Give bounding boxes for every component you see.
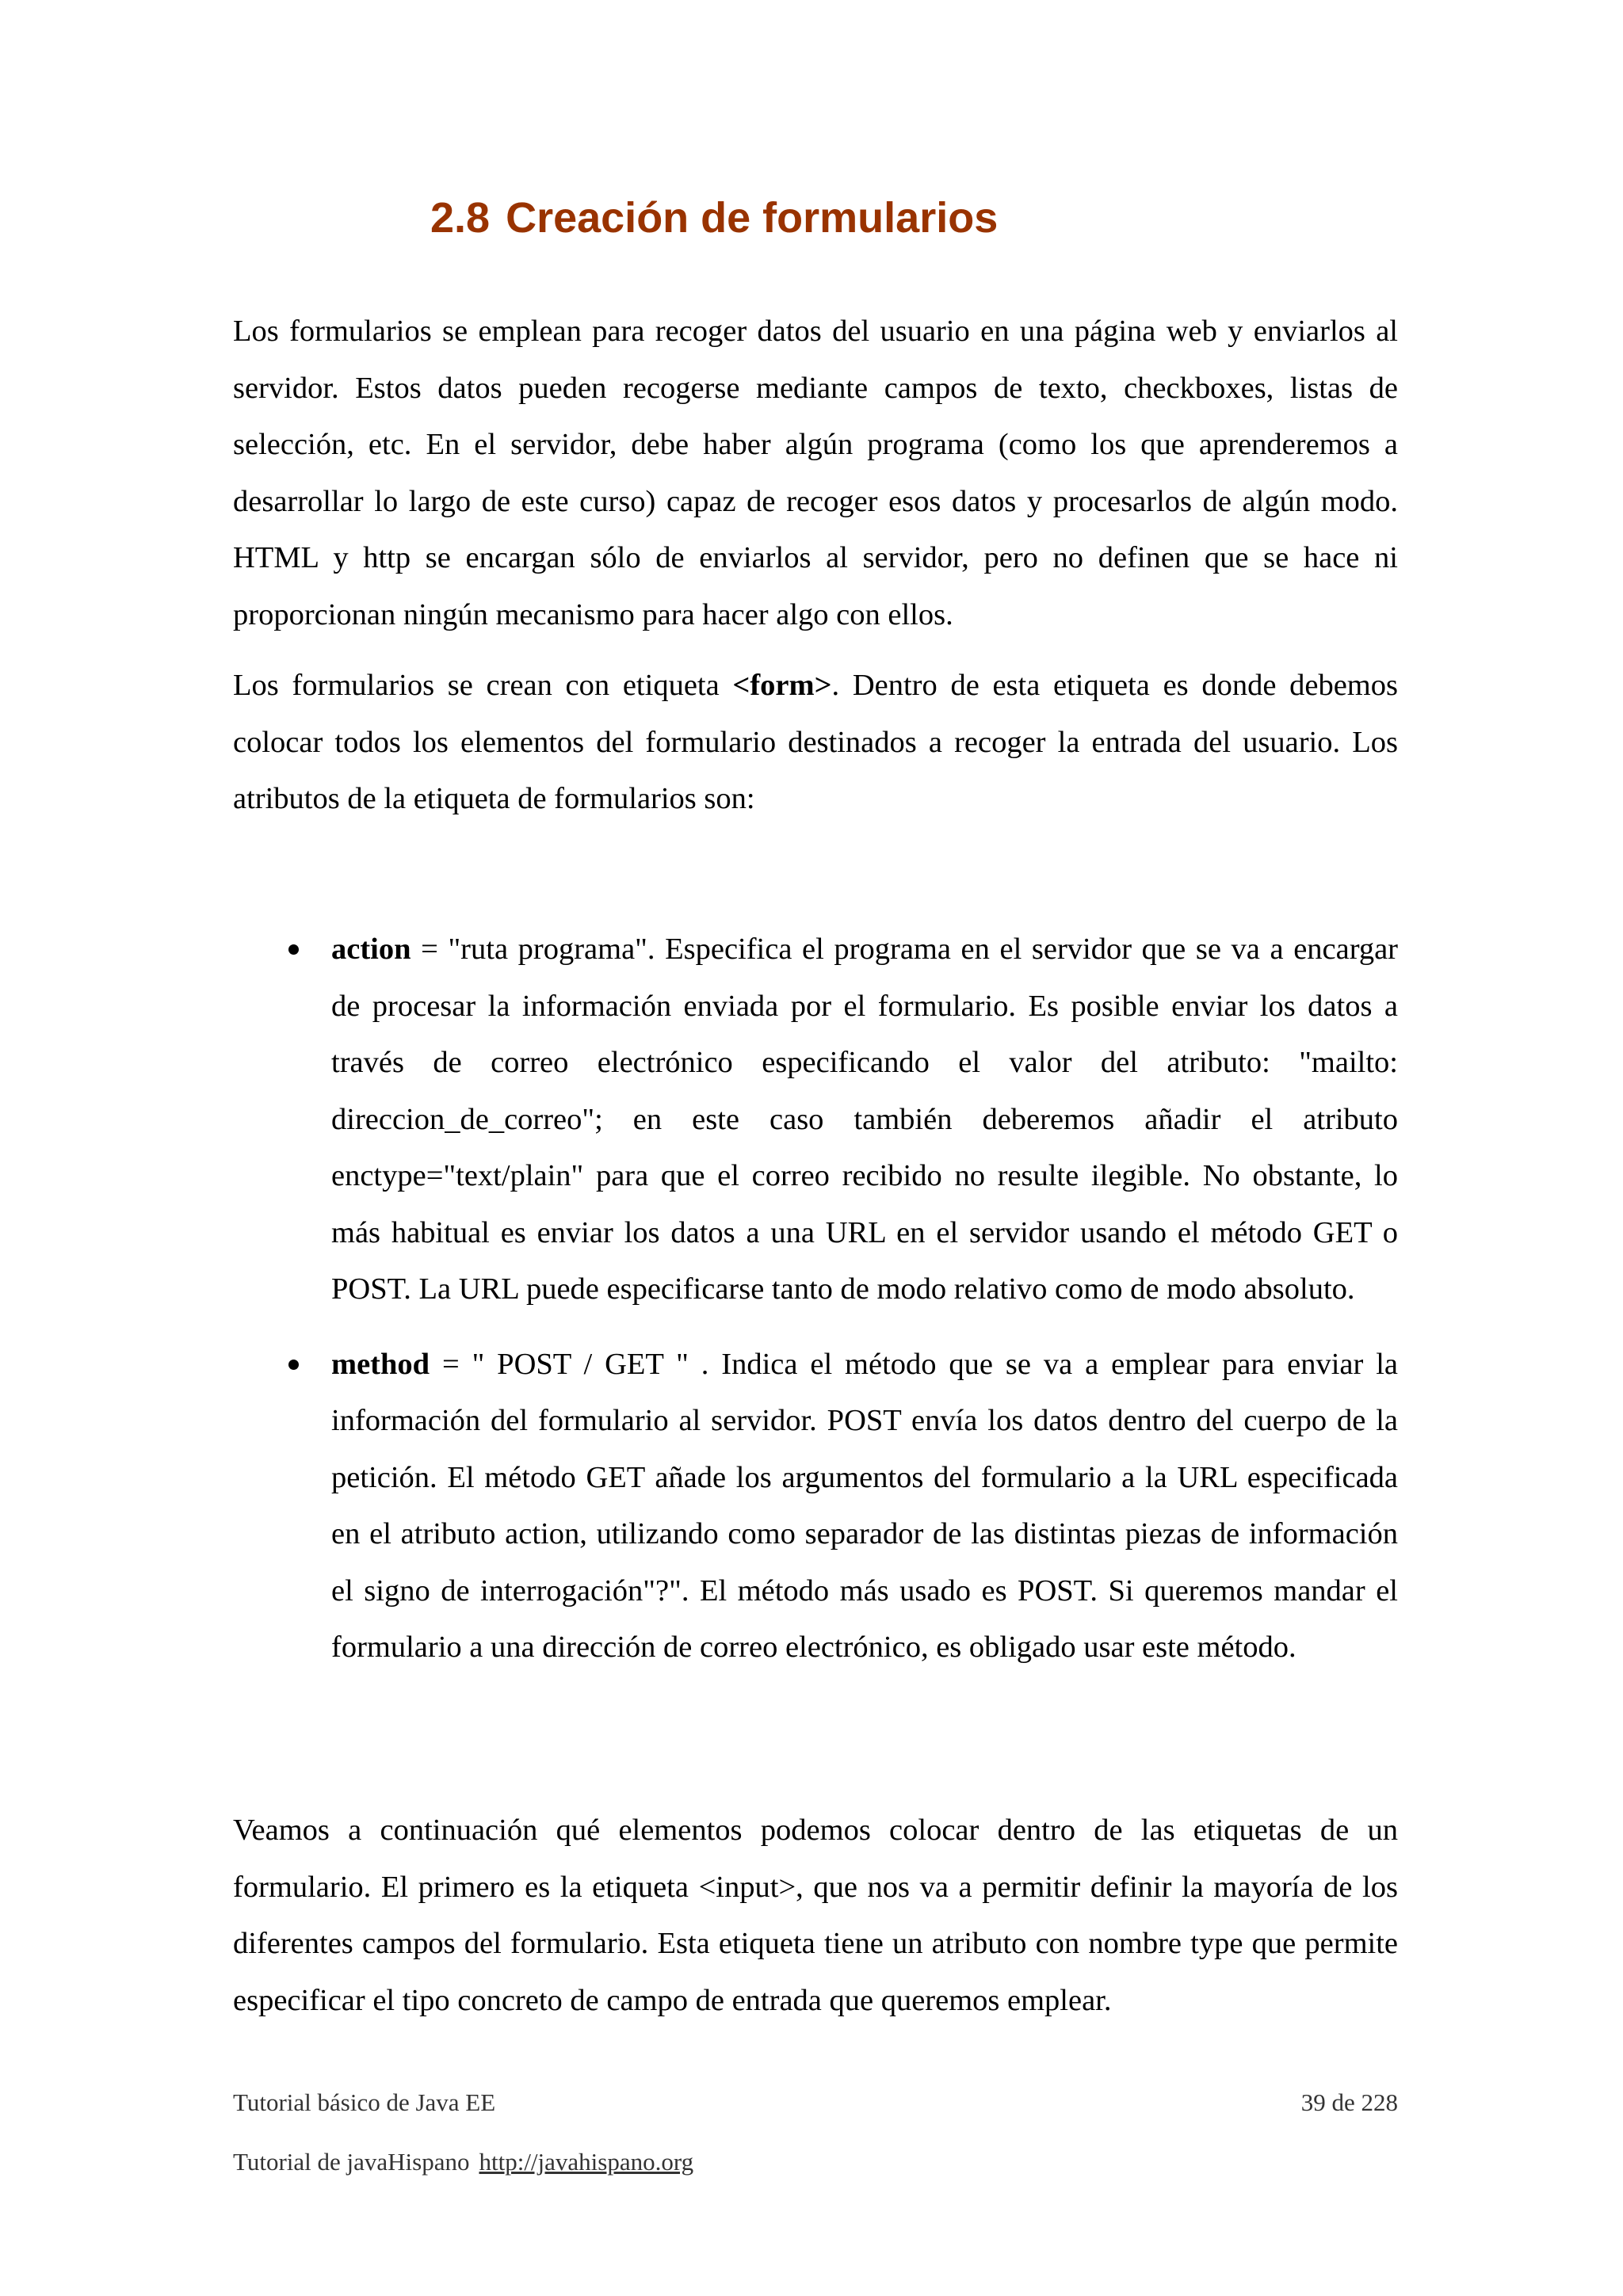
attribute-term: method <box>331 1347 430 1381</box>
attribute-description: = "ruta programa". Especifica el programa en el servidor que se va a encargar de procesar la información enviada por el formulario. Es posible enviar los datos a través de correo electrónico especificando el valor del atributo: "mailto: direccion_de_correo"; en este caso también deberemos añadir el atributo enctype="text/plain" para que el correo recibido no resulte ilegible. No obstante, lo más habitual es enviar los datos a una URL en el servidor usando el método GET o POST. La URL puede especificarse tanto de modo relativo como de modo absoluto. <box>331 933 1398 1306</box>
bullet-icon <box>288 1360 299 1370</box>
footer-credit-text: Tutorial de javaHispano <box>233 2148 470 2176</box>
list-item-action <box>233 921 1398 1318</box>
paragraph-form-tag <box>233 658 1398 828</box>
list-item-method <box>233 1337 1398 1676</box>
paragraph-input-intro: Veamos a continuación qué elementos podemos colocar dentro de las etiquetas de un formulario. El primero es la etiqueta <input>, que nos va a permitir definir la mayoría de los diferentes campos del formulario. Esta etiqueta tiene un atributo con nombre type que permite especificar el tipo concreto de campo de entrada que queremos emplear. <box>233 1814 1398 2017</box>
footer-title: Tutorial básico de Java EE <box>233 2088 496 2116</box>
attribute-list <box>233 921 1398 1695</box>
page-number: 39 de 228 <box>1300 2088 1398 2116</box>
bullet-icon <box>288 944 299 955</box>
paragraph-form-tag-before: Los formularios se crean con etiqueta <box>233 669 733 702</box>
section-heading <box>430 190 998 246</box>
paragraph-intro: Los formularios se emplean para recoger datos del usuario en una página web y enviarlos al servidor. Estos datos pueden recogerse mediante campos de texto, checkboxes, listas de selección, etc. En el servidor, debe haber algún programa (como los que aprenderemos a desarrollar lo largo de este curso) capaz de recoger esos datos y procesarlos de algún modo. HTML y http se encargan sólo de enviarlos al servidor, pero no definen que se hace ni proporcionan ningún mecanismo para hacer algo con ellos. <box>233 315 1398 631</box>
form-tag-code: <form> <box>732 669 832 702</box>
section-number: 2.8 <box>430 194 491 242</box>
paragraph-form-tag-after: . Dentro de esta etiqueta es donde debemos colocar todos los elementos del formulario destinados a recoger la entrada del usuario. Los atributos de la etiqueta de formularios son: <box>233 669 1398 815</box>
section-title: Creación de formularios <box>506 194 999 242</box>
attribute-term: action <box>331 933 411 966</box>
attribute-description: = " POST / GET " . Indica el método que se va a emplear para enviar la información del formulario al servidor. POST envía los datos dentro del cuerpo de la petición. El método GET añade los argumentos del formulario a la URL especificada en el atributo action, utilizando como separador de las distintas piezas de información el signo de interrogación"?". El método más usado es POST. Si queremos mandar el formulario a una dirección de correo electrónico, es obligado usar este método. <box>331 1347 1398 1664</box>
javahispano-link[interactable]: http://javahispano.org <box>479 2148 694 2176</box>
footer-credit <box>233 2148 693 2176</box>
